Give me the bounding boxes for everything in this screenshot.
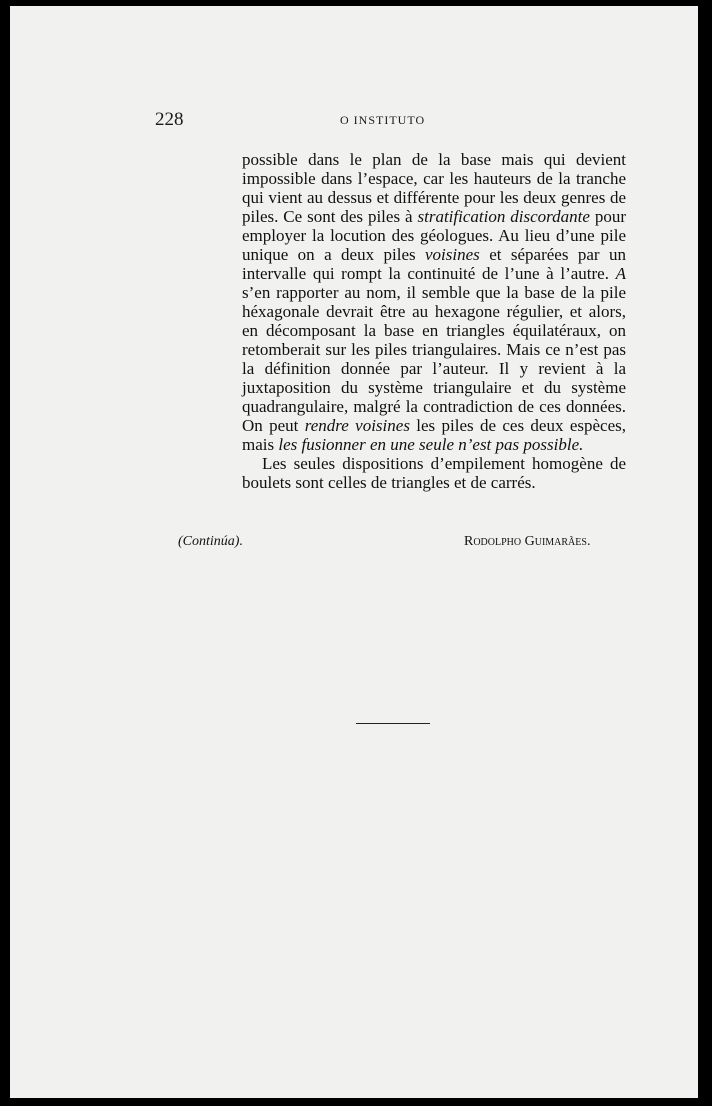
section-divider <box>356 723 430 724</box>
running-head: O INSTITUTO <box>340 113 426 127</box>
italic-run: voisines <box>425 245 480 264</box>
text-run: s’en rapporter au nom, il semble que la base de la pile héxagonale devrait être au hexagone régulier, et alors, en décomposant la base en triangles équilatéraux, on retomberait sur les piles triangulaires. Mais ce n’est pas la définition donnée par l’auteur. Il y revient à la juxtaposition du système triangulaire et du système quadrangulaire, malgré la contradiction de ces données. On peut <box>242 283 626 435</box>
article-body <box>242 150 626 492</box>
continued-note: (Continúa). <box>178 534 243 549</box>
document-page <box>10 6 698 1098</box>
text-run: et séparées par un intervalle qui rompt la continuité de l’une à l’autre. <box>242 245 626 283</box>
text-run: pour employer la locution des géologues. Au lieu d’une pile unique on a deux piles <box>242 207 626 264</box>
italic-run: A <box>615 264 626 283</box>
italic-run: stratification discordante <box>417 207 590 226</box>
page-number: 228 <box>155 109 184 130</box>
italic-run: rendre voisines <box>304 416 410 435</box>
paragraph-2: Les seules dispositions d’empilement homogène de boulets sont celles de triangles et de carrés. <box>242 454 626 492</box>
paragraph-1 <box>242 150 626 454</box>
author-signature: Rodolpho Guimarães. <box>464 534 591 549</box>
text-run: possible dans le plan de la base mais qui devient impossible dans l’espace, car les hauteurs de la tranche qui vient au dessus et différente pour les deux genres de piles. Ce sont des piles à <box>242 150 626 226</box>
text-run: les piles de ces deux espèces, mais <box>242 416 626 454</box>
italic-run: les fusionner en une seule n’est pas possible. <box>278 435 584 454</box>
